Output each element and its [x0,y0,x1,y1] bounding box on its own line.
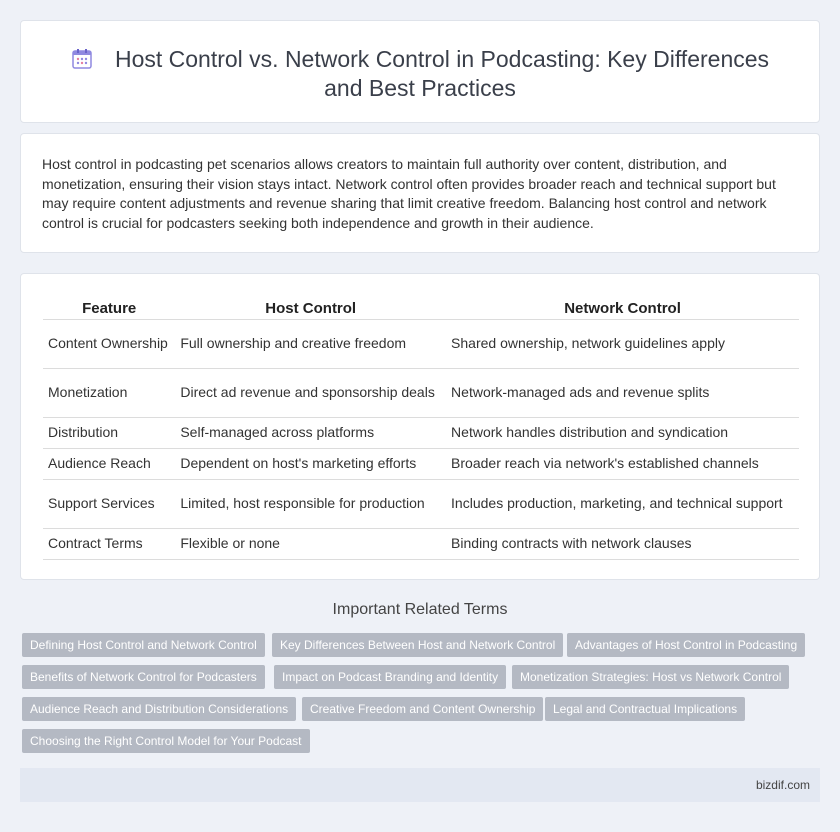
table-row [43,369,799,418]
table-cell: Flexible or none [175,529,446,560]
related-term-tag[interactable]: Advantages of Host Control in Podcasting [567,633,805,657]
comparison-table [43,296,799,560]
table-cell: Network-managed ads and revenue splits [446,369,799,418]
table-cell: Content Ownership [43,320,175,369]
header-card [20,20,820,123]
related-term-tag[interactable]: Key Differences Between Host and Network Control [272,633,563,657]
related-terms-title: Important Related Terms [332,601,508,618]
table-cell: Network handles distribution and syndication [446,418,799,449]
table-row [43,449,799,480]
related-term-tag[interactable]: Legal and Contractual Implications [545,697,745,721]
related-term-tag[interactable]: Choosing the Right Control Model for Your Podcast [22,729,310,753]
related-term-tag[interactable]: Benefits of Network Control for Podcasters [22,665,265,689]
page-title-line-2: and Best Practices [324,75,516,101]
table-row [43,418,799,449]
table-cell: Shared ownership, network guidelines apply [446,320,799,369]
table-cell: Monetization [43,369,175,418]
related-term-tag[interactable]: Defining Host Control and Network Control [22,633,265,657]
page-title [21,45,819,103]
table-cell: Binding contracts with network clauses [446,529,799,560]
header-network-control: Network Control [446,296,799,320]
table-cell: Contract Terms [43,529,175,560]
table-row [43,529,799,560]
table-cell: Dependent on host's marketing efforts [175,449,446,480]
related-term-tag[interactable]: Monetization Strategies: Host vs Network Control [512,665,789,689]
calendar-icon [71,48,93,70]
table-cell: Direct ad revenue and sponsorship deals [175,369,446,418]
table-cell: Audience Reach [43,449,175,480]
header-feature: Feature [43,296,175,320]
page-title-line-1 [21,45,819,74]
table-row [43,320,799,369]
intro-paragraph: Host control in podcasting pet scenarios allows creators to maintain full authority over content, distribution, and monetization, ensuring their vision stays intact. Network control often provides broader reach and technical support but may require content adjustments and revenue sharing that limit creative freedom. Balancing host control and network control is crucial for podcasters seeking both independence and growth in their audience. [42,156,776,231]
page-title-text-1: Host Control vs. Network Control in Podcasting: Key Differences [114,46,770,72]
table-row [43,480,799,529]
comparison-card [20,273,820,580]
table-cell: Limited, host responsible for production [175,480,446,529]
table-cell: Broader reach via network's established channels [446,449,799,480]
table-cell: Includes production, marketing, and technical support [446,480,799,529]
table-cell: Self-managed across platforms [175,418,446,449]
related-term-tag[interactable]: Audience Reach and Distribution Considerations [22,697,296,721]
table-cell: Distribution [43,418,175,449]
footer-site-link[interactable]: bizdif.com [755,778,810,792]
table-cell: Full ownership and creative freedom [175,320,446,369]
footer [20,768,820,802]
related-term-tag[interactable]: Creative Freedom and Content Ownership [302,697,543,721]
table-header-row [43,296,799,320]
header-host-control: Host Control [175,296,446,320]
table-cell: Support Services [43,480,175,529]
related-term-tag[interactable]: Impact on Podcast Branding and Identity [274,665,506,689]
intro-card [20,133,820,253]
